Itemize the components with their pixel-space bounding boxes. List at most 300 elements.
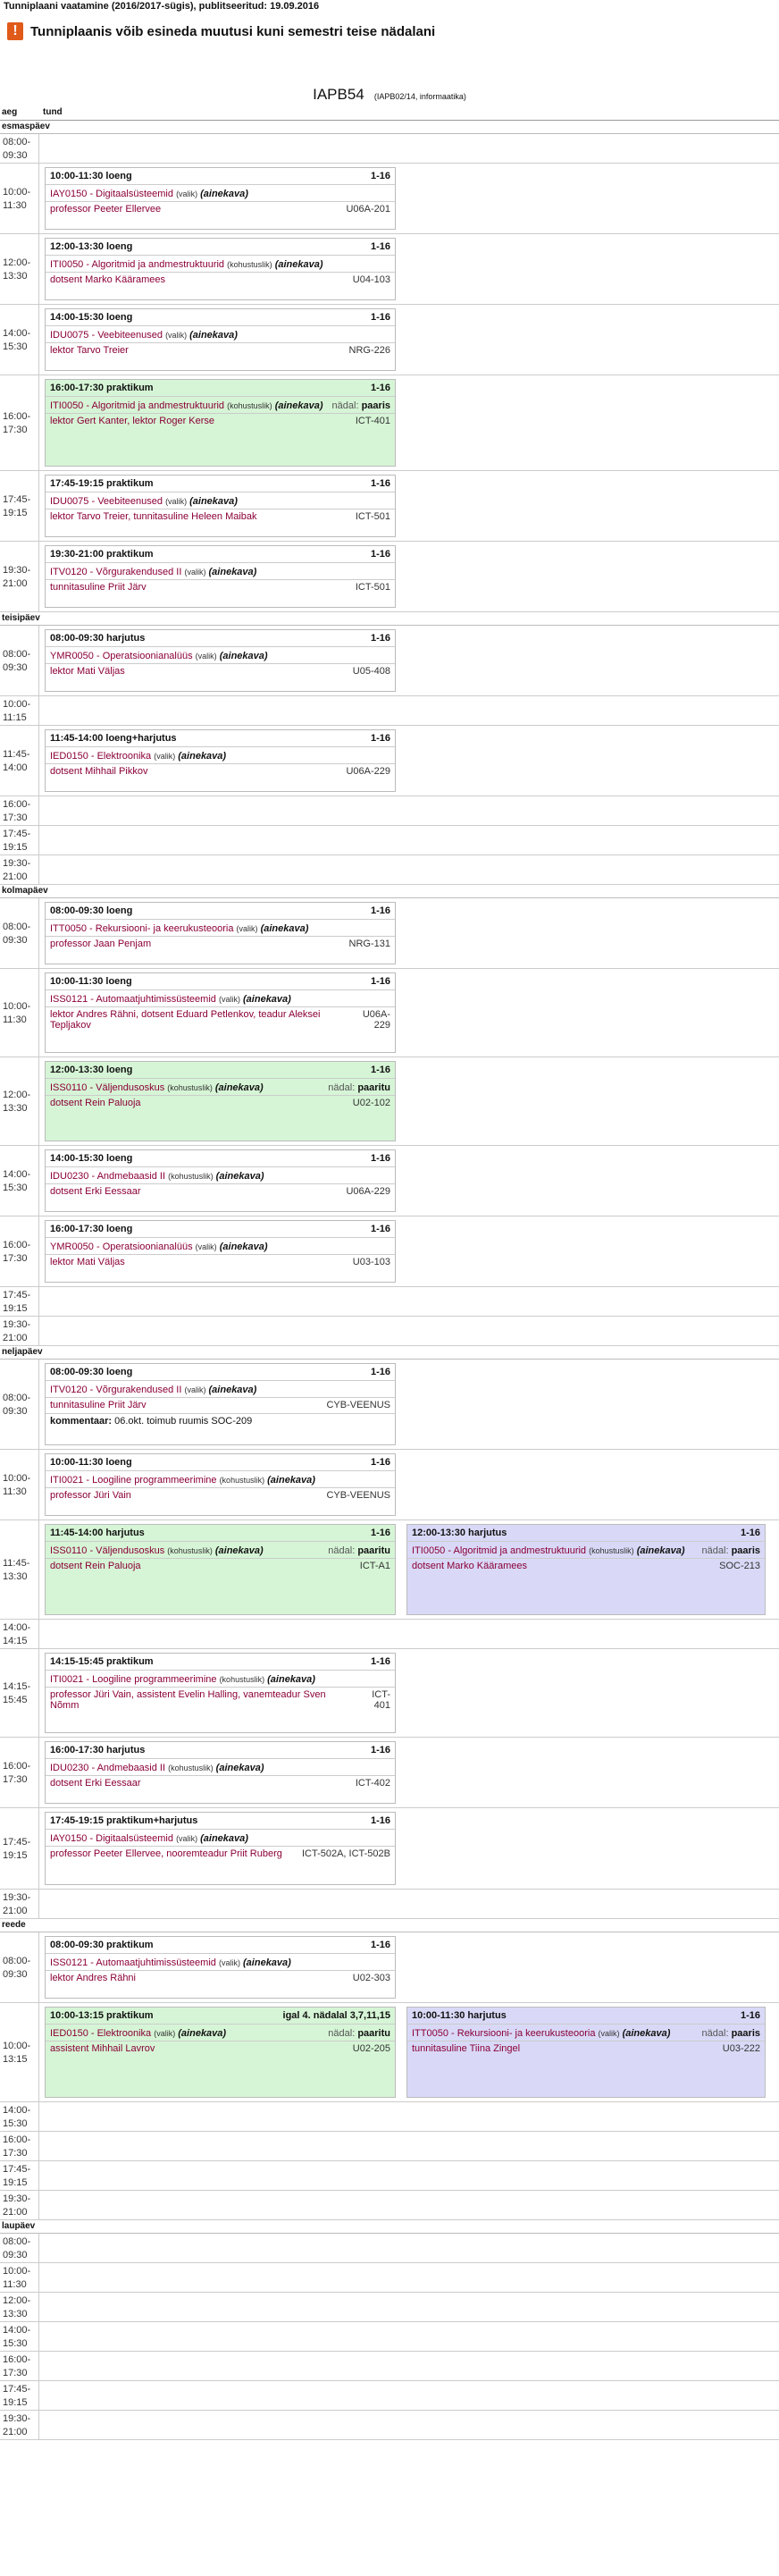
subject-code[interactable]: ISS0110 (50, 1082, 88, 1093)
lesson-footer (46, 272, 395, 288)
subject-title[interactable]: Digitaalsüsteemid (96, 189, 173, 199)
subject-name[interactable]: IDU0230 - Andmebaasid II (kohustuslik) (ainekava) (50, 1763, 264, 1773)
subject-name[interactable]: ISS0110 - Väljendusoskus (kohustuslik) (ainekava) (50, 1082, 264, 1093)
subject-kind: (valik) (218, 995, 240, 1004)
time-slot: 14:00- 14:15 (3, 1622, 31, 1646)
subject-name[interactable]: IDU0075 - Veebiteenused (valik) (ainekava) (50, 330, 238, 341)
schedule-row (0, 696, 779, 726)
lesson-card[interactable] (45, 629, 396, 692)
teacher-name[interactable]: lektor Andres Rähni (50, 1973, 136, 1983)
subject-code[interactable]: IED0150 (50, 751, 88, 762)
week-prefix: nädal: (328, 1545, 358, 1556)
syllabus-link[interactable]: (ainekava) (208, 567, 257, 577)
subject-title[interactable]: Automaatjuhtimissüsteemid (96, 1957, 216, 1968)
subject-code[interactable]: IDU0230 (50, 1763, 89, 1773)
subject-code[interactable]: ITV0120 (50, 1385, 88, 1395)
room-label: ICT-501 (355, 582, 390, 593)
lesson-body (46, 647, 395, 663)
subject-name[interactable]: ITI0021 - Loogiline programmeerimine (kohustuslik) (ainekava) (50, 1475, 315, 1486)
lesson-time-type (412, 2010, 507, 2021)
schedule-row (0, 2191, 779, 2220)
lesson-footer (46, 936, 395, 952)
schedule-row (0, 2003, 779, 2102)
lesson-type: praktikum (106, 1656, 154, 1667)
lesson-weeks: 1-16 (370, 1224, 390, 1234)
subject-line (50, 1242, 390, 1252)
lesson-header (46, 546, 395, 563)
syllabus-link[interactable]: (ainekava) (622, 2028, 671, 2039)
lesson-card[interactable] (406, 2007, 766, 2098)
subject-name[interactable]: ISS0121 - Automaatjuhtimissüsteemid (valik) (ainekava) (50, 994, 291, 1005)
subject-name[interactable]: ISS0110 - Väljendusoskus (kohustuslik) (ainekava) (50, 1545, 264, 1556)
week-prefix: nädal: (701, 1545, 732, 1556)
room-label: ICT-502A, ICT-502B (301, 1848, 390, 1859)
lesson-weeks: 1-16 (370, 633, 390, 644)
lesson-type: praktikum (106, 1940, 154, 1950)
subject-code[interactable]: IAY0150 (50, 189, 88, 199)
lesson-cells (38, 2161, 779, 2190)
schedule-row (0, 2234, 779, 2263)
subject-title[interactable]: Algoritmid ja andmestruktuurid (91, 259, 225, 270)
lesson-footer (46, 1687, 395, 1713)
subject-title[interactable]: Võrgurakendused II (96, 567, 182, 577)
subject-line (50, 1475, 390, 1486)
teacher-name[interactable]: dotsent Erki Eessaar (50, 1778, 141, 1789)
time-slot: 19:30- 21:00 (3, 565, 31, 589)
syllabus-link[interactable]: (ainekava) (243, 1957, 291, 1968)
time-slot: 14:00- 15:30 (3, 2325, 31, 2349)
room-label: U06A-201 (346, 204, 390, 215)
lesson-cells (38, 1146, 779, 1216)
teacher-name[interactable]: assistent Mihhail Lavrov (50, 2043, 155, 2054)
syllabus-link[interactable]: (ainekava) (208, 1385, 257, 1395)
subject-title[interactable]: Loogiline programmeerimine (92, 1674, 217, 1685)
schedule-row (0, 2352, 779, 2381)
lesson-cells (38, 542, 779, 611)
lesson-header (46, 1525, 395, 1542)
schedule-row (0, 1216, 779, 1287)
teacher-name[interactable]: dotsent Marko Kääramees (50, 274, 166, 285)
subject-code[interactable]: ISS0121 (50, 994, 88, 1005)
schedule-row (0, 234, 779, 305)
syllabus-link[interactable]: (ainekava) (189, 330, 238, 341)
lesson-footer (46, 1970, 395, 1986)
time-slot: 16:00- 17:30 (3, 799, 31, 823)
week-prefix: nädal: (701, 2028, 732, 2039)
time-slot: 19:30- 21:00 (3, 2193, 31, 2218)
lesson-cells (38, 1520, 779, 1619)
time-slot: 16:00- 17:30 (3, 2354, 31, 2378)
subject-title[interactable]: Elektroonika (96, 2028, 152, 2039)
subject-name[interactable]: IED0150 - Elektroonika (valik) (ainekava) (50, 2028, 227, 2039)
lesson-cells (38, 471, 779, 541)
lesson-card[interactable] (45, 2007, 396, 2098)
lesson-type: harjutus (468, 1528, 507, 1538)
lesson-card[interactable] (45, 308, 396, 371)
teacher-name[interactable]: tunnitasuline Priit Järv (50, 582, 147, 593)
teacher-name[interactable]: tunnitasuline Priit Järv (50, 1400, 147, 1410)
lesson-body (407, 2025, 765, 2041)
syllabus-link[interactable]: (ainekava) (215, 1171, 264, 1182)
subject-title[interactable]: Veebiteenused (97, 496, 163, 507)
lesson-time: 11:45-14:00 (50, 1528, 104, 1538)
subject-kind: (valik) (165, 497, 188, 506)
subject-title[interactable]: Operatsioonianalüüs (102, 651, 193, 661)
week-prefix: nädal: (328, 2028, 358, 2039)
subject-code[interactable]: ISS0110 (50, 1545, 88, 1556)
lesson-header (407, 1525, 765, 1542)
syllabus-link[interactable]: (ainekava) (189, 496, 238, 507)
subject-name[interactable]: ITI0050 - Algoritmid ja andmestruktuurid (kohustuslik) (ainekava) (50, 259, 323, 270)
teacher-name[interactable]: professor Jaan Penjam (50, 939, 152, 949)
subject-code[interactable]: ITI0021 (50, 1475, 84, 1486)
lesson-card[interactable] (45, 475, 396, 537)
syllabus-link[interactable]: (ainekava) (274, 259, 323, 270)
teacher-name[interactable]: professor Peeter Ellervee, nooremteadur Priit Ruberg (50, 1848, 282, 1859)
lesson-time-type (50, 478, 154, 489)
lesson-time-type (50, 1656, 154, 1667)
time-slot: 08:00- 09:30 (3, 922, 31, 946)
lesson-cells (38, 2102, 779, 2131)
subject-name[interactable]: ITI0021 - Loogiline programmeerimine (kohustuslik) (ainekava) (50, 1674, 315, 1685)
week-parity (328, 2028, 390, 2039)
syllabus-link[interactable]: (ainekava) (214, 1082, 264, 1093)
subject-kind: (valik) (165, 331, 188, 340)
day-header: kolmapäev (0, 885, 779, 898)
syllabus-link[interactable]: (ainekava) (178, 751, 227, 762)
time-slot: 08:00- 09:30 (3, 1393, 31, 1417)
lesson-weeks: 1-16 (740, 1528, 760, 1538)
lesson-card[interactable] (45, 1363, 396, 1445)
subject-name[interactable]: IDU0075 - Veebiteenused (valik) (ainekava) (50, 496, 238, 507)
syllabus-link[interactable]: (ainekava) (636, 1545, 685, 1556)
room-label: U06A-229 (362, 1009, 390, 1031)
lesson-time-type (50, 312, 132, 323)
lesson-body (46, 563, 395, 579)
lesson-card[interactable] (45, 1220, 396, 1283)
schedule-row (0, 1360, 779, 1450)
teacher-name[interactable]: dotsent Mihhail Pikkov (50, 766, 148, 777)
subject-title[interactable]: Digitaalsüsteemid (96, 1833, 173, 1844)
lesson-weeks: 1-16 (370, 1367, 390, 1377)
schedule-row (0, 471, 779, 542)
time-slot: 17:45- 19:15 (3, 2164, 31, 2188)
time-slot: 19:30- 21:00 (3, 2413, 31, 2437)
subject-kind: (valik) (176, 1834, 198, 1843)
teacher-name[interactable]: lektor Mati Väljas (50, 666, 125, 677)
lesson-time: 17:45-19:15 (50, 1815, 104, 1826)
syllabus-link[interactable]: (ainekava) (260, 923, 309, 934)
syllabus-link[interactable]: (ainekava) (215, 1763, 264, 1773)
time-slot: 17:45- 19:15 (3, 2384, 31, 2408)
time-slot: 19:30- 21:00 (3, 858, 31, 882)
subject-name[interactable]: ITV0120 - Võrgurakendused II (valik) (ainekava) (50, 567, 257, 577)
subject-name[interactable]: IED0150 - Elektroonika (valik) (ainekava) (50, 751, 227, 762)
lesson-cells (38, 726, 779, 796)
lesson-weeks: 1-16 (370, 549, 390, 560)
subject-title[interactable]: Väljendusoskus (96, 1082, 165, 1093)
lesson-card[interactable] (45, 1453, 396, 1516)
week-parity (332, 400, 390, 411)
schedule-row (0, 2293, 779, 2322)
lesson-card[interactable] (45, 1936, 396, 1999)
subject-title[interactable]: Operatsioonianalüüs (102, 1242, 193, 1252)
lesson-card[interactable] (45, 379, 396, 467)
teacher-name[interactable]: dotsent Rein Paluoja (50, 1098, 141, 1108)
lesson-time-type (50, 1745, 145, 1755)
lesson-card[interactable] (45, 1741, 396, 1804)
teacher-name[interactable]: lektor Tarvo Treier (50, 345, 129, 356)
time-slot: 10:00- 11:30 (3, 1001, 31, 1025)
subject-code[interactable]: IDU0075 (50, 330, 89, 341)
lesson-footer (46, 1397, 395, 1413)
schedule-row (0, 1450, 779, 1520)
subject-code[interactable]: ITT0050 (50, 923, 87, 934)
subject-title[interactable]: Veebiteenused (97, 330, 163, 341)
lesson-card[interactable] (45, 1061, 396, 1141)
syllabus-link[interactable]: (ainekava) (274, 400, 323, 411)
subject-line (50, 1957, 390, 1968)
lesson-time-type (50, 1367, 132, 1377)
schedule-row (0, 1932, 779, 2003)
subject-kind: (valik) (195, 652, 217, 661)
subject-code[interactable]: ISS0121 (50, 1957, 88, 1968)
subject-code[interactable]: IED0150 (50, 2028, 88, 2039)
subject-title[interactable]: Andmebaasid II (96, 1171, 166, 1182)
lesson-body (46, 990, 395, 1006)
lesson-time-type (50, 549, 154, 560)
lesson-weeks: 1-16 (370, 1940, 390, 1950)
subject-code[interactable]: YMR0050 (50, 651, 94, 661)
subject-code[interactable]: IDU0230 (50, 1171, 89, 1182)
teacher-name[interactable]: lektor Mati Väljas (50, 1257, 125, 1267)
room-label: ICT-501 (355, 511, 390, 522)
lesson-card[interactable] (45, 729, 396, 792)
lesson-header (46, 1813, 395, 1830)
lesson-cells (38, 1620, 779, 1648)
room-label: U02-102 (352, 1098, 390, 1108)
teacher-name[interactable]: professor Jüri Vain (50, 1490, 131, 1501)
subject-name[interactable]: ITI0050 - Algoritmid ja andmestruktuurid (kohustuslik) (ainekava) (412, 1545, 685, 1556)
week-value: paaritu (357, 2028, 390, 2039)
lesson-card[interactable] (45, 902, 396, 964)
lesson-weeks: igal 4. nädalal 3,7,11,15 (282, 2010, 390, 2021)
subject-title[interactable]: Rekursiooni- ja keerukusteooria (457, 2028, 596, 2039)
subject-name[interactable]: IDU0230 - Andmebaasid II (kohustuslik) (ainekava) (50, 1171, 264, 1182)
lesson-type: praktikum (106, 383, 154, 393)
subject-line (412, 2028, 760, 2039)
subject-title[interactable]: Väljendusoskus (96, 1545, 165, 1556)
col-lesson-header: tund (43, 107, 63, 117)
subject-name[interactable]: ITV0120 - Võrgurakendused II (valik) (ainekava) (50, 1385, 257, 1395)
lesson-card[interactable] (45, 167, 396, 230)
subject-title[interactable]: Võrgurakendused II (96, 1385, 182, 1395)
lesson-card[interactable] (45, 1524, 396, 1615)
time-slot: 11:45- 13:30 (3, 1558, 30, 1582)
syllabus-link[interactable]: (ainekava) (243, 994, 291, 1005)
time-slot: 10:00- 11:15 (3, 699, 31, 723)
warning-icon: ! (7, 22, 23, 40)
subject-kind: (kohustuslik) (227, 260, 272, 269)
lesson-header (46, 1062, 395, 1079)
teacher-name[interactable]: professor Jüri Vain, assistent Evelin Halling, vanemteadur Sven Nõmm (50, 1689, 326, 1711)
subject-name[interactable]: IAY0150 - Digitaalsüsteemid (valik) (ainekava) (50, 189, 248, 199)
room-label: U04-103 (352, 274, 390, 285)
subject-title[interactable]: Automaatjuhtimissüsteemid (96, 994, 216, 1005)
lesson-time: 08:00-09:30 (50, 1367, 104, 1377)
lesson-comment (46, 1413, 395, 1429)
schedule-row (0, 2263, 779, 2293)
lesson-footer (46, 579, 395, 595)
room-label: ICT-401 (355, 416, 390, 426)
subject-title[interactable]: Andmebaasid II (96, 1763, 166, 1773)
time-slot: 14:00- 15:30 (3, 328, 31, 352)
lesson-body (46, 747, 395, 763)
subject-line (50, 751, 390, 762)
lesson-weeks: 1-16 (370, 478, 390, 489)
subject-name[interactable]: ITT0050 - Rekursiooni- ja keerukusteooria (valik) (ainekava) (50, 923, 309, 934)
lesson-card[interactable] (45, 972, 396, 1053)
page-title (0, 86, 779, 107)
day-header: teisipäev (0, 612, 779, 626)
schedule-row (0, 1317, 779, 1346)
lesson-type: loeng (106, 905, 133, 916)
lesson-card[interactable] (45, 1653, 396, 1733)
lesson-type: praktikum+harjutus (106, 1815, 198, 1826)
lesson-body (46, 492, 395, 509)
subject-line (50, 1674, 390, 1685)
room-label: CYB-VEENUS (326, 1490, 390, 1501)
schedule-row (0, 1287, 779, 1317)
lesson-cells (38, 1890, 779, 1918)
time-slot: 10:00- 13:15 (3, 2041, 31, 2065)
subject-kind: (valik) (195, 1242, 217, 1251)
subject-code[interactable]: YMR0050 (50, 1242, 94, 1252)
lesson-header (46, 903, 395, 920)
teacher-name[interactable]: dotsent Erki Eessaar (50, 1186, 141, 1197)
lesson-cells (38, 1932, 779, 2002)
lesson-footer (46, 342, 395, 358)
schedule-row (0, 1146, 779, 1216)
lesson-footer (46, 1846, 395, 1862)
subject-name[interactable]: ITT0050 - Rekursiooni- ja keerukusteooria (valik) (ainekava) (412, 2028, 671, 2039)
lesson-header (46, 239, 395, 256)
subject-name[interactable]: YMR0050 - Operatsioonianalüüs (valik) (ainekava) (50, 651, 268, 661)
lesson-weeks: 1-16 (370, 1065, 390, 1075)
lesson-card[interactable] (45, 238, 396, 300)
lesson-body (46, 1830, 395, 1846)
subject-code[interactable]: IDU0075 (50, 496, 89, 507)
lesson-time: 10:00-11:30 (50, 1457, 104, 1468)
subject-title[interactable]: Algoritmid ja andmestruktuurid (91, 400, 225, 411)
syllabus-link[interactable]: (ainekava) (267, 1674, 315, 1685)
syllabus-link[interactable]: (ainekava) (219, 1242, 268, 1252)
subject-title[interactable]: Algoritmid ja andmestruktuurid (453, 1545, 587, 1556)
teacher-name[interactable]: lektor Gert Kanter, lektor Roger Kerse (50, 416, 215, 426)
subject-code[interactable]: ITV0120 (50, 567, 88, 577)
lesson-weeks: 1-16 (370, 1528, 390, 1538)
subject-code[interactable]: IAY0150 (50, 1833, 88, 1844)
lesson-weeks: 1-16 (370, 312, 390, 323)
lesson-card[interactable] (45, 1812, 396, 1885)
teacher-name[interactable]: tunnitasuline Tiina Zingel (412, 2043, 521, 2054)
syllabus-link[interactable]: (ainekava) (219, 651, 268, 661)
subject-name[interactable]: YMR0050 - Operatsioonianalüüs (valik) (ainekava) (50, 1242, 268, 1252)
schedule-row (0, 134, 779, 164)
room-label: U06A-229 (346, 766, 390, 777)
room-label: CYB-VEENUS (326, 1400, 390, 1410)
lesson-cells (38, 2293, 779, 2321)
subject-code[interactable]: ITI0050 (412, 1545, 446, 1556)
lesson-time-type (412, 1528, 507, 1538)
teacher-name[interactable]: professor Peeter Ellervee (50, 204, 162, 215)
subject-title[interactable]: Rekursiooni- ja keerukusteooria (95, 923, 234, 934)
time-slot: 08:00- 09:30 (3, 649, 31, 673)
subject-title[interactable]: Loogiline programmeerimine (92, 1475, 217, 1486)
comment-text: 06.okt. toimub ruumis SOC-209 (114, 1416, 253, 1427)
schedule-row (0, 2322, 779, 2352)
schedule-row (0, 305, 779, 375)
time-slot: 16:00- 17:30 (3, 1761, 31, 1785)
subject-line (50, 2028, 390, 2039)
lesson-time-type (50, 905, 132, 916)
teacher-name[interactable]: lektor Andres Rähni, dotsent Eduard Petlenkov, teadur Aleksei Tepljakov (50, 1009, 321, 1031)
lesson-footer (46, 1183, 395, 1200)
lesson-time: 16:00-17:30 (50, 1224, 104, 1234)
teacher-name[interactable]: dotsent Marko Kääramees (412, 1561, 528, 1571)
lesson-time: 17:45-19:15 (50, 478, 104, 489)
subject-line (50, 567, 390, 577)
room-label: U05-408 (352, 666, 390, 677)
lesson-type: loeng (106, 312, 133, 323)
syllabus-link[interactable]: (ainekava) (178, 2028, 227, 2039)
lesson-weeks: 1-16 (370, 171, 390, 181)
time-slot: 16:00- 17:30 (3, 1240, 31, 1264)
syllabus-link[interactable]: (ainekava) (200, 189, 248, 199)
lesson-time-type (50, 1528, 145, 1538)
time-slot: 19:30- 21:00 (3, 1319, 31, 1343)
subject-name[interactable]: IAY0150 - Digitaalsüsteemid (valik) (ainekava) (50, 1833, 248, 1844)
subject-code[interactable]: ITI0021 (50, 1674, 84, 1685)
lesson-weeks: 1-16 (370, 1745, 390, 1755)
lesson-body (46, 326, 395, 342)
syllabus-link[interactable]: (ainekava) (200, 1833, 248, 1844)
schedule-row (0, 1520, 779, 1620)
teacher-name[interactable]: dotsent Rein Paluoja (50, 1561, 141, 1571)
day-header: reede (0, 1919, 779, 1932)
subject-line (50, 496, 390, 507)
comment-label: kommentaar: (50, 1416, 113, 1427)
lesson-body (46, 2025, 395, 2041)
time-slot: 17:45- 19:15 (3, 1290, 31, 1314)
lesson-card[interactable] (45, 1149, 396, 1212)
subject-name[interactable]: ISS0121 - Automaatjuhtimissüsteemid (valik) (ainekava) (50, 1957, 291, 1968)
subject-title[interactable]: Elektroonika (96, 751, 152, 762)
syllabus-link[interactable]: (ainekava) (267, 1475, 315, 1486)
lesson-card[interactable] (406, 1524, 766, 1615)
syllabus-link[interactable]: (ainekava) (214, 1545, 264, 1556)
lesson-card[interactable] (45, 545, 396, 608)
lesson-footer (46, 413, 395, 429)
lesson-type: praktikum (106, 478, 154, 489)
week-value: paaritu (357, 1082, 390, 1093)
teacher-name[interactable]: lektor Tarvo Treier, tunnitasuline Heleen Maibak (50, 511, 257, 522)
subject-code[interactable]: ITT0050 (412, 2028, 448, 2039)
subject-code[interactable]: ITI0050 (50, 400, 84, 411)
lesson-type: loeng+harjutus (105, 733, 177, 744)
subject-name[interactable]: ITI0050 - Algoritmid ja andmestruktuurid (kohustuslik) (ainekava) (50, 400, 323, 411)
subject-code[interactable]: ITI0050 (50, 259, 84, 270)
